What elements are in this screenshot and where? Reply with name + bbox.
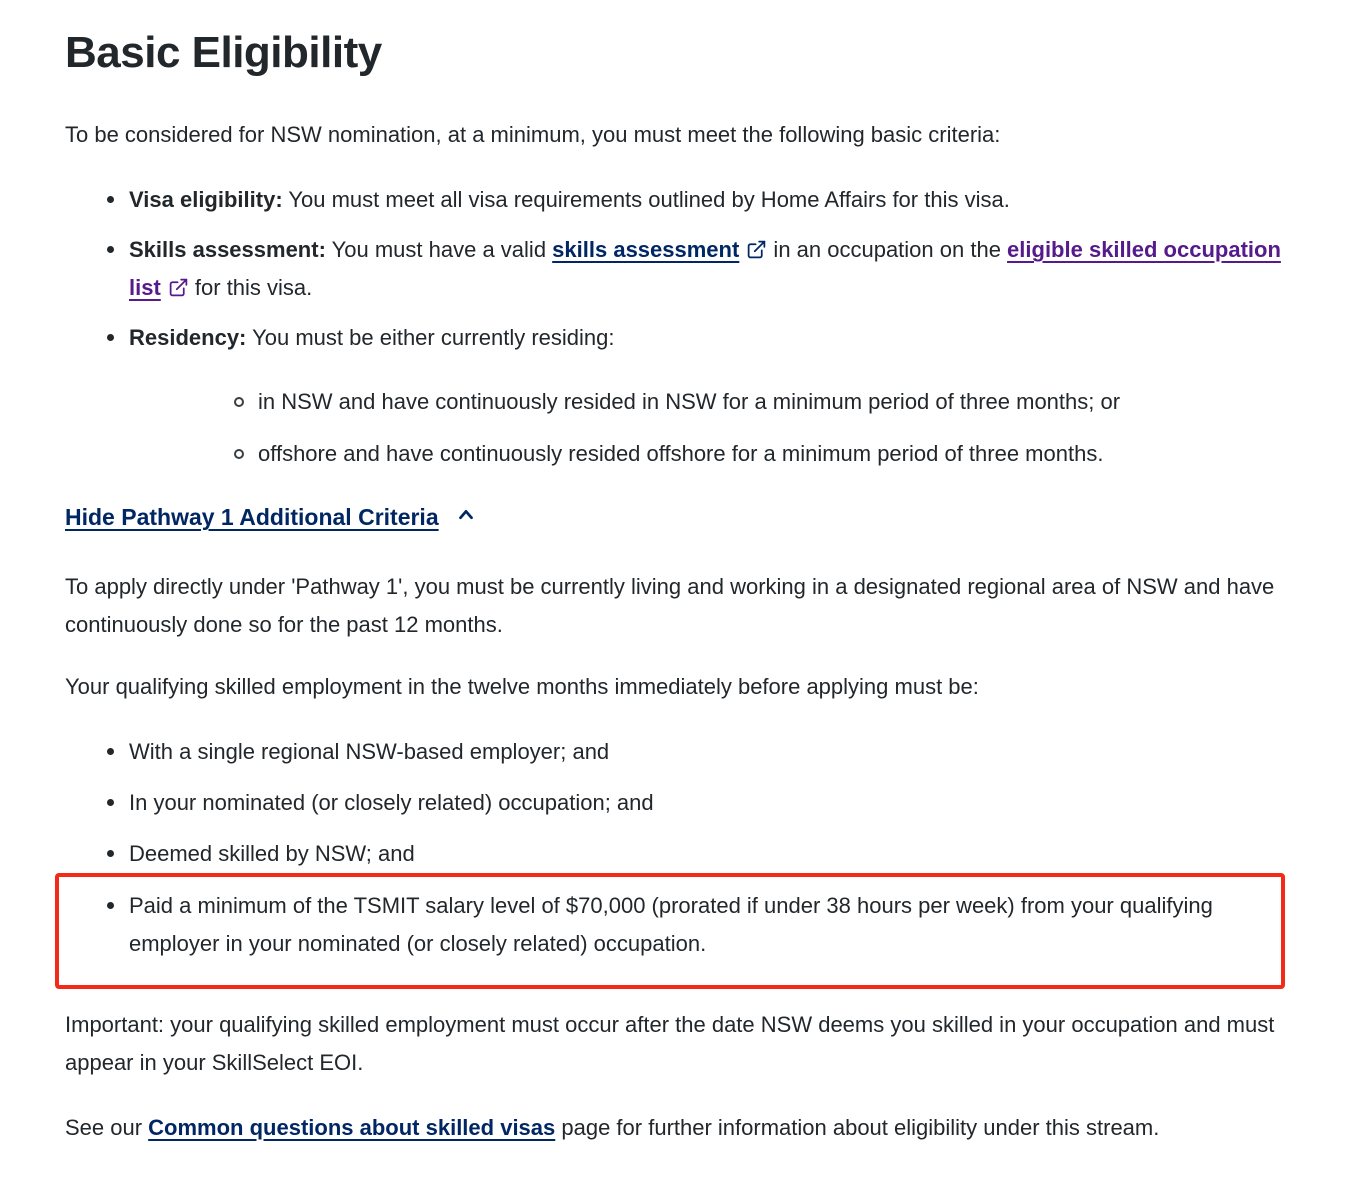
pathway-intro-paragraph: To apply directly under 'Pathway 1', you must be currently living and working in a designated regional area of NSW and have continuously done so for the past 12 months. (65, 574, 1275, 637)
chevron-up-icon[interactable] (455, 503, 477, 533)
circle-bullet-icon (234, 449, 244, 459)
criteria-text: You must have a valid (325, 237, 553, 262)
page-title: Basic Eligibility (65, 28, 382, 77)
intro-paragraph: To be considered for NSW nomination, at a minimum, you must meet the following basic criteria: (65, 122, 1001, 147)
hide-pathway-criteria-link[interactable]: Hide Pathway 1 Additional Criteria (65, 504, 439, 530)
bullet-icon (107, 850, 114, 857)
external-link-icon[interactable] (168, 269, 189, 307)
employment-intro-paragraph: Your qualifying skilled employment in the twelve months immediately before applying must be: (65, 674, 979, 699)
criteria-text: You must meet all visa requirements outlined by Home Affairs for this visa. (282, 187, 1010, 212)
circle-bullet-icon (234, 397, 244, 407)
criteria-text: in an occupation on the (767, 237, 1008, 262)
residency-options-list (194, 383, 1292, 473)
residency-option: offshore and have continuously resided offshore for a minimum period of three months. (194, 435, 1292, 473)
criteria-label: Visa eligibility: (129, 187, 283, 212)
skills-assessment-link[interactable]: skills assessment (552, 237, 740, 262)
criteria-text: for this visa. (188, 275, 313, 300)
criteria-label: Skills assessment: (129, 237, 326, 262)
criteria-text: You must be either currently residing: (246, 325, 615, 350)
pathway-toggle-row (65, 502, 1292, 533)
criteria-item-residency (65, 319, 1292, 473)
residency-option: in NSW and have continuously resided in NSW for a minimum period of three months; or (194, 383, 1292, 421)
see-our-paragraph: See our Common questions about skilled visas page for further information about eligibility under this stream. (65, 1115, 1160, 1140)
employment-criteria-item: With a single regional NSW-based employer; and (65, 733, 1292, 771)
employment-criteria-item: Deemed skilled by NSW; and (65, 835, 1292, 873)
bullet-icon (107, 196, 114, 203)
external-link-icon[interactable] (746, 231, 767, 269)
eligible-occupation-list-link[interactable]: eligible skilled occupation list (129, 237, 1281, 300)
criteria-item-visa (65, 181, 1292, 219)
basic-criteria-list (65, 181, 1292, 473)
bullet-icon (107, 246, 114, 253)
common-questions-link[interactable]: Common questions about skilled visas (148, 1115, 556, 1140)
bullet-icon (107, 799, 114, 806)
bullet-icon (107, 334, 114, 341)
employment-criteria-item-highlighted: Paid a minimum of the TSMIT salary level of $70,000 (prorated if under 38 hours per week) from your qualifying employer in your nominated (or closely related) occupation. (65, 887, 1281, 963)
important-note-paragraph: Important: your qualifying skilled employment must occur after the date NSW deems you skilled in your occupation and must appear in your SkillSelect EOI. (65, 1012, 1275, 1075)
criteria-item-skills (65, 231, 1292, 307)
highlight-box (55, 873, 1285, 989)
criteria-label: Residency: (129, 325, 247, 350)
employment-criteria-list (65, 733, 1292, 989)
bullet-icon (107, 902, 114, 909)
employment-criteria-item: In your nominated (or closely related) occupation; and (65, 784, 1292, 822)
bullet-icon (107, 748, 114, 755)
